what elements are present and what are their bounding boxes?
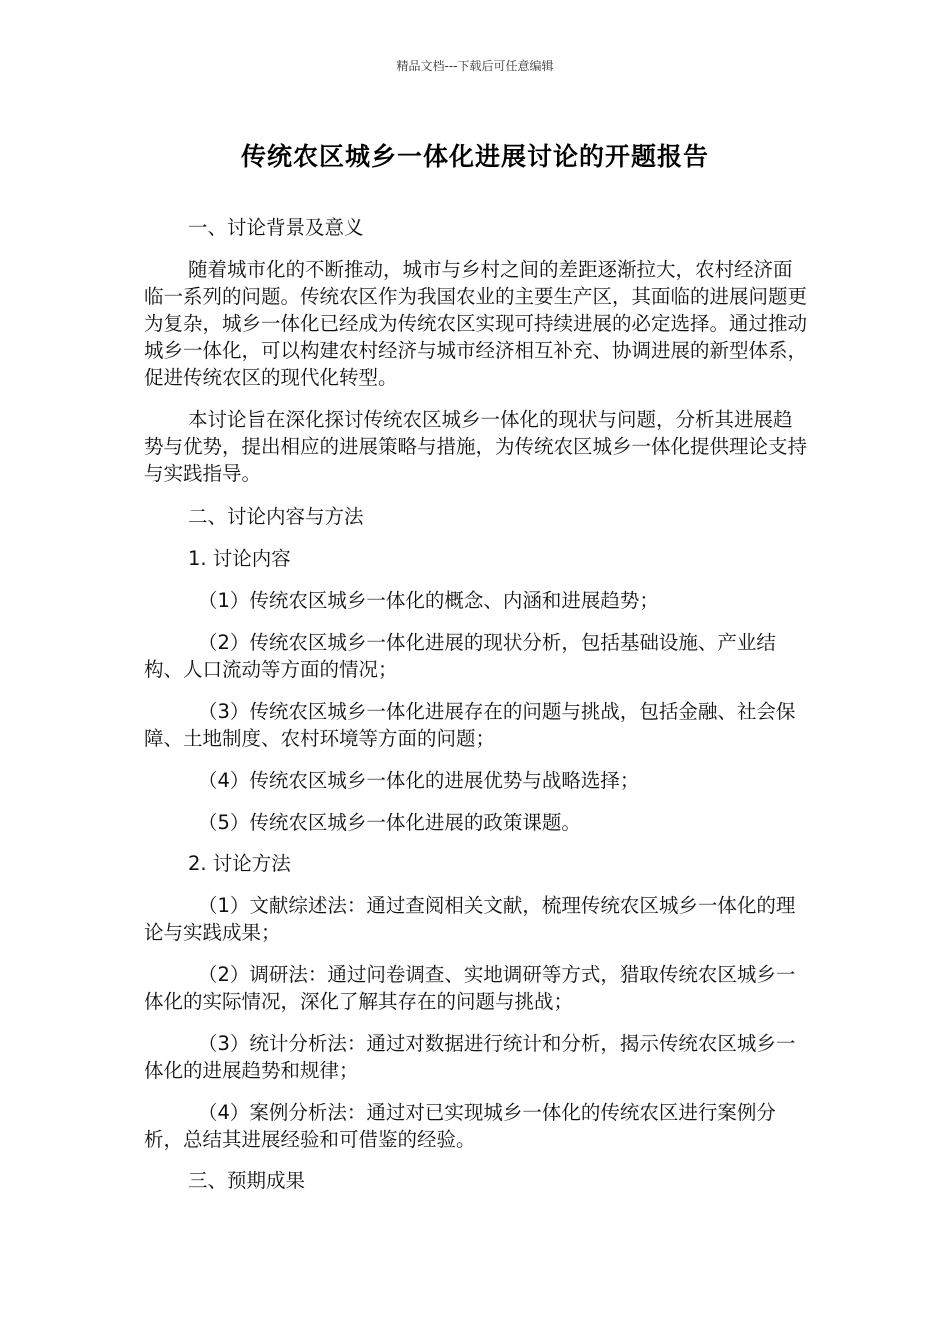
section-heading: 二、讨论内容与方法: [188, 505, 364, 528]
body-paragraph: 本讨论旨在深化探讨传统农区城乡一体化的现状与问题，分析其进展趋势与优势，提出相应的进展策略与措施，为传统农区城乡一体化提供理论支持与实践指导。: [144, 408, 808, 485]
list-item-content-3: [144, 698, 810, 752]
list-item-content-2: [144, 629, 810, 683]
list-item: （3）统计分析法：通过对数据进行统计和分析，揭示传统农区城乡一体化的进展趋势和规律；: [144, 1032, 796, 1082]
paragraph-aim: [144, 406, 810, 487]
subheading-content: [144, 545, 810, 572]
list-item-content-5: [144, 809, 810, 836]
list-item-method-1: [144, 892, 810, 946]
paragraph-background: [144, 256, 810, 391]
body-paragraph: 随着城市化的不断推动，城市与乡村之间的差距逐渐拉大，农村经济面临一系列的问题。传统农区作为我国农业的主要生产区，其面临的进展问题更为复杂，城乡一体化已经成为传统农区实现可持续进展的必定选择。通过推动城乡一体化，可以构建农村经济与城市经济相互补充、协调进展的新型体系，促进传统农区的现代化转型。: [144, 258, 808, 389]
subsection-heading: 1. 讨论内容: [188, 547, 291, 570]
list-item: （4）案例分析法：通过对已实现城乡一体化的传统农区进行案例分析，总结其进展经验和可借鉴的经验。: [144, 1101, 776, 1151]
list-item: （1）传统农区城乡一体化的概念、内涵和进展趋势；: [198, 589, 659, 612]
subsection-heading: 2. 讨论方法: [188, 852, 291, 875]
section-heading-content-method: [144, 503, 810, 530]
list-item-content-1: [144, 587, 810, 614]
section-heading: 一、讨论背景及意义: [188, 216, 364, 239]
list-item-method-2: [144, 961, 810, 1015]
section-heading-background: [144, 214, 810, 241]
list-item: （2）传统农区城乡一体化进展的现状分析，包括基础设施、产业结构、人口流动等方面的情况；: [144, 631, 776, 681]
section-heading: 三、预期成果: [188, 1169, 306, 1192]
list-item: （3）传统农区城乡一体化进展存在的问题与挑战，包括金融、社会保障、土地制度、农村环境等方面的问题；: [144, 700, 796, 750]
document-title: 传统农区城乡一体化进展讨论的开题报告: [240, 142, 709, 171]
list-item: （1）文献综述法：通过查阅相关文献，梳理传统农区城乡一体化的理论与实践成果；: [144, 894, 796, 944]
list-item-content-4: [144, 767, 810, 794]
section-heading-results: [144, 1167, 810, 1194]
page-header: 精品文档---下载后可任意编辑: [396, 59, 554, 73]
subheading-method: [144, 850, 810, 877]
list-item: （2）调研法：通过问卷调查、实地调研等方式，猎取传统农区城乡一体化的实际情况，深化了解其存在的问题与挑战；: [144, 963, 796, 1013]
list-item: （5）传统农区城乡一体化进展的政策课题。: [198, 811, 581, 834]
list-item-method-3: [144, 1030, 810, 1084]
list-item: （4）传统农区城乡一体化的进展优势与战略选择；: [198, 769, 640, 792]
list-item-method-4: [144, 1099, 810, 1153]
